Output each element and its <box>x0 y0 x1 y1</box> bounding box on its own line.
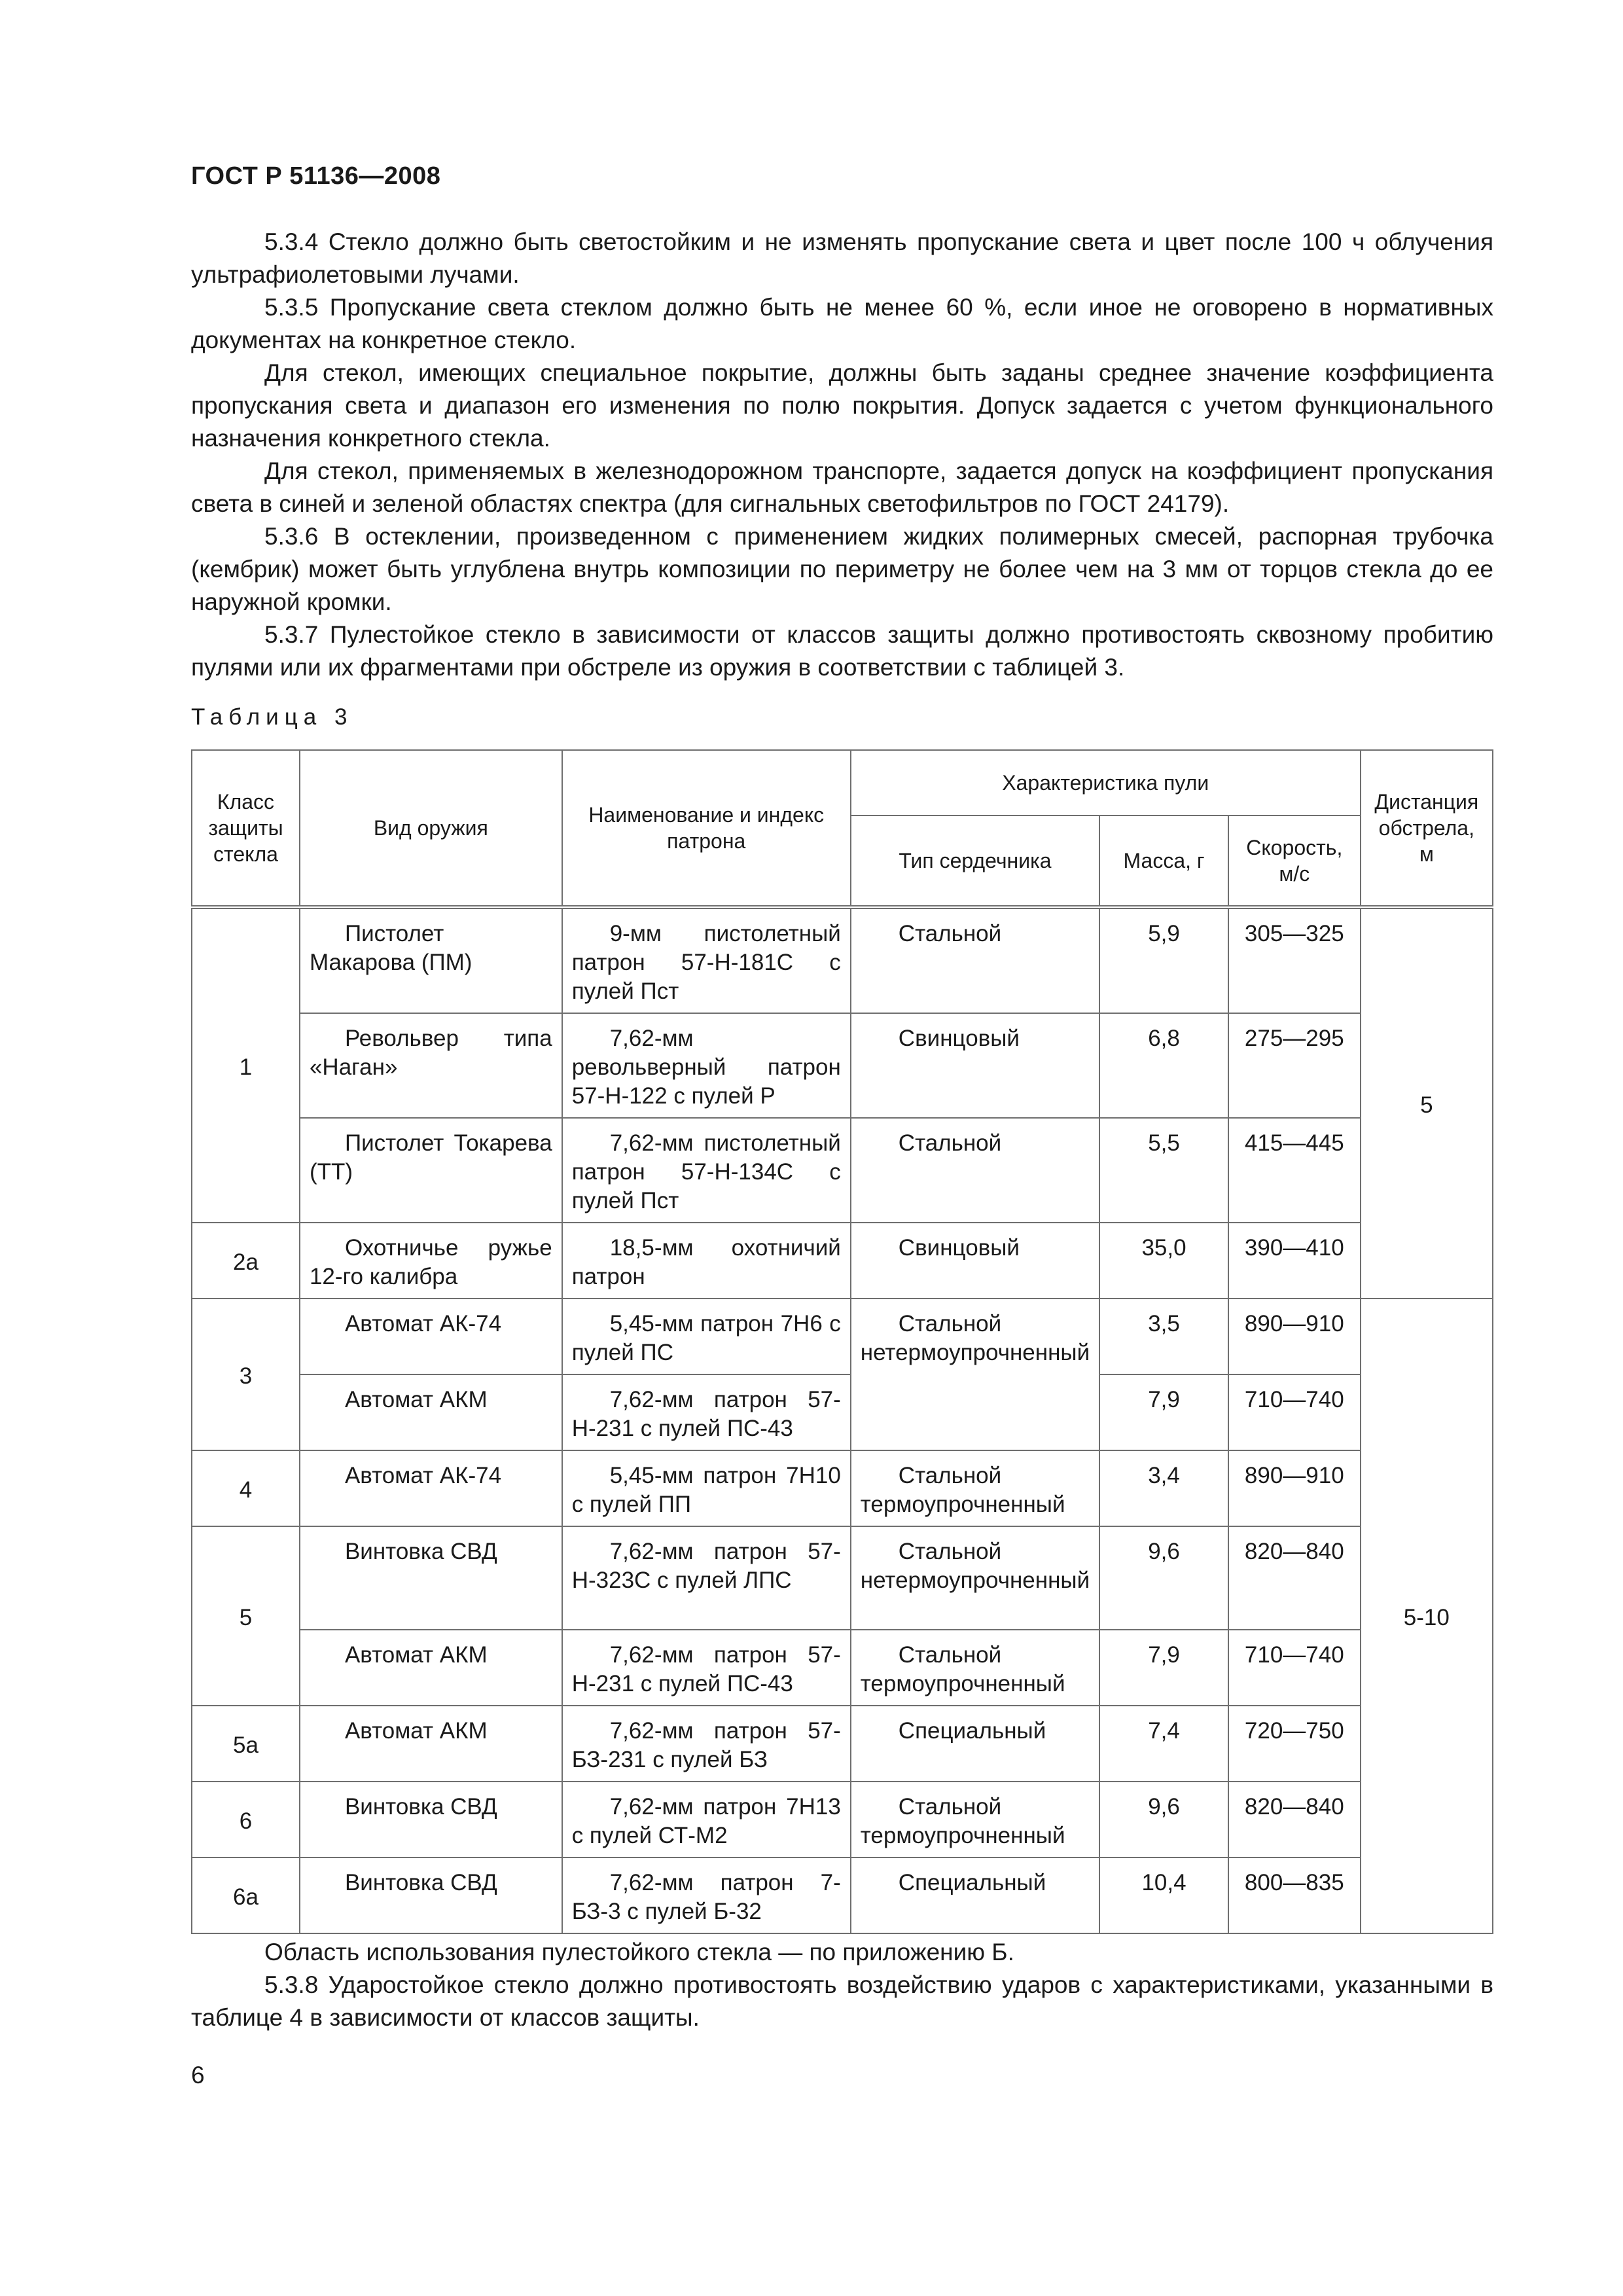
protection-class: 6а <box>192 1857 300 1933</box>
mass-cell: 7,9 <box>1099 1630 1228 1706</box>
header-mass: Масса, г <box>1099 816 1228 907</box>
mass-cell: 35,0 <box>1099 1223 1228 1299</box>
core-type-cell: Свинцовый <box>851 1013 1099 1118</box>
firing-distance: 5 <box>1361 907 1493 1299</box>
weapon-cell: Автомат АК-74 <box>300 1299 562 1374</box>
table-row <box>192 1118 1493 1223</box>
table-row <box>192 1782 1493 1857</box>
core-type-cell: Специальный <box>851 1706 1099 1782</box>
header-weapon: Вид оружия <box>300 750 562 907</box>
firing-distance: 5-10 <box>1361 1299 1493 1933</box>
paragraph: 5.3.6 В остеклении, произведенном с применением жидких полимерных смесей, распорная трубочка (кембрик) может быть углублена внутрь композиции по периметру не более чем на 3 мм от торцов стекла до ее наружной кромки. <box>191 523 1493 615</box>
paragraph: 5.3.5 Пропускание света стеклом должно быть не менее 60 %, если иное не оговорено в нормативных документах на конкретное стекло. <box>191 294 1493 353</box>
paragraph: 5.3.4 Стекло должно быть светостойким и не изменять пропускание света и цвет после 100 ч облучения ультрафиолетовыми лучами. <box>191 228 1493 288</box>
mass-cell: 10,4 <box>1099 1857 1228 1933</box>
page-number: 6 <box>191 2062 205 2089</box>
protection-class: 5а <box>192 1706 300 1782</box>
table-row <box>192 1223 1493 1299</box>
cartridge-cell: 5,45-мм патрон 7Н10 с пулей ПП <box>562 1450 851 1526</box>
document-header: ГОСТ Р 51136—2008 <box>191 162 441 190</box>
protection-class: 4 <box>192 1450 300 1526</box>
core-type-cell: Стальной нетермоупрочненный <box>851 1526 1099 1630</box>
speed-cell: 800—835 <box>1228 1857 1361 1933</box>
header-speed: Скорость, м/с <box>1228 816 1361 907</box>
table-caption: Таблица 3 <box>191 704 353 730</box>
core-type-cell: Стальной термоупрочненный <box>851 1782 1099 1857</box>
paragraph: 5.3.7 Пулестойкое стекло в зависимости от классов защиты должно противостоять сквозному пробитию пулями или их фрагментами при обстреле из оружия в соответствии с таблицей 3. <box>191 621 1493 681</box>
speed-cell: 415—445 <box>1228 1118 1361 1223</box>
speed-cell: 275—295 <box>1228 1013 1361 1118</box>
speed-cell: 710—740 <box>1228 1630 1361 1706</box>
cartridge-cell: 7,62-мм револьверный патрон 57-Н-122 с пулей Р <box>562 1013 851 1118</box>
weapon-cell: Револьвер типа «Наган» <box>300 1013 562 1118</box>
cartridge-cell: 7,62-мм патрон 57-Н-323С с пулей ЛПС <box>562 1526 851 1630</box>
mass-cell: 5,5 <box>1099 1118 1228 1223</box>
header-distance: Дистанция обстрела, м <box>1361 750 1493 907</box>
protection-class: 2а <box>192 1223 300 1299</box>
cartridge-cell: 7,62-мм патрон 7Н13 с пулей СТ-М2 <box>562 1782 851 1857</box>
speed-cell: 890—910 <box>1228 1450 1361 1526</box>
speed-cell: 390—410 <box>1228 1223 1361 1299</box>
table-row <box>192 1706 1493 1782</box>
weapon-cell: Пистолет Макарова (ПМ) <box>300 907 562 1013</box>
body-text-after-table <box>191 1936 1493 2034</box>
core-type-cell: Специальный <box>851 1857 1099 1933</box>
paragraph: Для стекол, имеющих специальное покрытие, должны быть заданы среднее значение коэффициента пропускания света и диапазон его изменения по полю покрытия. Допуск задается с учетом функционального назначения конкретного стекла. <box>191 359 1493 452</box>
header-class: Класс защиты стекла <box>192 750 300 907</box>
cartridge-cell: 18,5-мм охотничий патрон <box>562 1223 851 1299</box>
mass-cell: 9,6 <box>1099 1526 1228 1630</box>
protection-class: 1 <box>192 907 300 1223</box>
header-bullet-characteristics: Характеристика пули <box>851 750 1361 816</box>
table-row <box>192 1526 1493 1630</box>
weapon-cell: Автомат АКМ <box>300 1630 562 1706</box>
mass-cell: 5,9 <box>1099 907 1228 1013</box>
core-type-cell: Стальной нетермоупрочненный <box>851 1299 1099 1450</box>
weapon-cell: Винтовка СВД <box>300 1782 562 1857</box>
mass-cell: 6,8 <box>1099 1013 1228 1118</box>
paragraph: Для стекол, применяемых в железнодорожном транспорте, задается допуск на коэффициент пропускания света в синей и зеленой областях спектра (для сигнальных светофильтров по ГОСТ 24179). <box>191 457 1493 517</box>
paragraph: 5.3.8 Ударостойкое стекло должно противостоять воздействию ударов с характеристиками, указанными в таблице 4 в зависимости от классов защиты. <box>191 1971 1493 2031</box>
header-cartridge: Наименование и индекс патрона <box>562 750 851 907</box>
mass-cell: 9,6 <box>1099 1782 1228 1857</box>
cartridge-cell: 5,45-мм патрон 7Н6 с пулей ПС <box>562 1299 851 1374</box>
table-row <box>192 1450 1493 1526</box>
weapon-cell: Автомат АКМ <box>300 1706 562 1782</box>
cartridge-cell: 7,62-мм пистолетный патрон 57-Н-134С с пулей Пст <box>562 1118 851 1223</box>
speed-cell: 820—840 <box>1228 1526 1361 1630</box>
mass-cell: 3,5 <box>1099 1299 1228 1374</box>
core-type-cell: Стальной термоупрочненный <box>851 1450 1099 1526</box>
weapon-cell: Винтовка СВД <box>300 1526 562 1630</box>
table-row <box>192 907 1493 1013</box>
protection-class: 5 <box>192 1526 300 1706</box>
speed-cell: 820—840 <box>1228 1782 1361 1857</box>
table-row <box>192 1299 1493 1374</box>
ballistic-protection-table <box>191 749 1493 1934</box>
cartridge-cell: 7,62-мм патрон 57-Н-231 с пулей ПС-43 <box>562 1374 851 1450</box>
weapon-cell: Пистолет Токарева (ТТ) <box>300 1118 562 1223</box>
core-type-cell: Свинцовый <box>851 1223 1099 1299</box>
protection-class: 3 <box>192 1299 300 1450</box>
cartridge-cell: 7,62-мм патрон 57-БЗ-231 с пулей БЗ <box>562 1706 851 1782</box>
mass-cell: 7,4 <box>1099 1706 1228 1782</box>
table-row <box>192 1857 1493 1933</box>
speed-cell: 720—750 <box>1228 1706 1361 1782</box>
table-row <box>192 1374 1493 1450</box>
table-row <box>192 1630 1493 1706</box>
mass-cell: 7,9 <box>1099 1374 1228 1450</box>
cartridge-cell: 7,62-мм патрон 57-Н-231 с пулей ПС-43 <box>562 1630 851 1706</box>
weapon-cell: Охотничье ружье 12-го калибра <box>300 1223 562 1299</box>
weapon-cell: Винтовка СВД <box>300 1857 562 1933</box>
weapon-cell: Автомат АКМ <box>300 1374 562 1450</box>
body-text-before-table <box>191 226 1493 684</box>
speed-cell: 890—910 <box>1228 1299 1361 1374</box>
paragraph: Область использования пулестойкого стекла — по приложению Б. <box>264 1939 1014 1965</box>
cartridge-cell: 7,62-мм патрон 7-БЗ-3 с пулей Б-32 <box>562 1857 851 1933</box>
protection-class: 6 <box>192 1782 300 1857</box>
weapon-cell: Автомат АК-74 <box>300 1450 562 1526</box>
speed-cell: 305—325 <box>1228 907 1361 1013</box>
core-type-cell: Стальной термоупрочненный <box>851 1630 1099 1706</box>
header-core-type: Тип сердечника <box>851 816 1099 907</box>
core-type-cell: Стальной <box>851 1118 1099 1223</box>
cartridge-cell: 9-мм пистолетный патрон 57-Н-181С с пулей Пст <box>562 907 851 1013</box>
mass-cell: 3,4 <box>1099 1450 1228 1526</box>
speed-cell: 710—740 <box>1228 1374 1361 1450</box>
core-type-cell: Стальной <box>851 907 1099 1013</box>
table-row <box>192 1013 1493 1118</box>
